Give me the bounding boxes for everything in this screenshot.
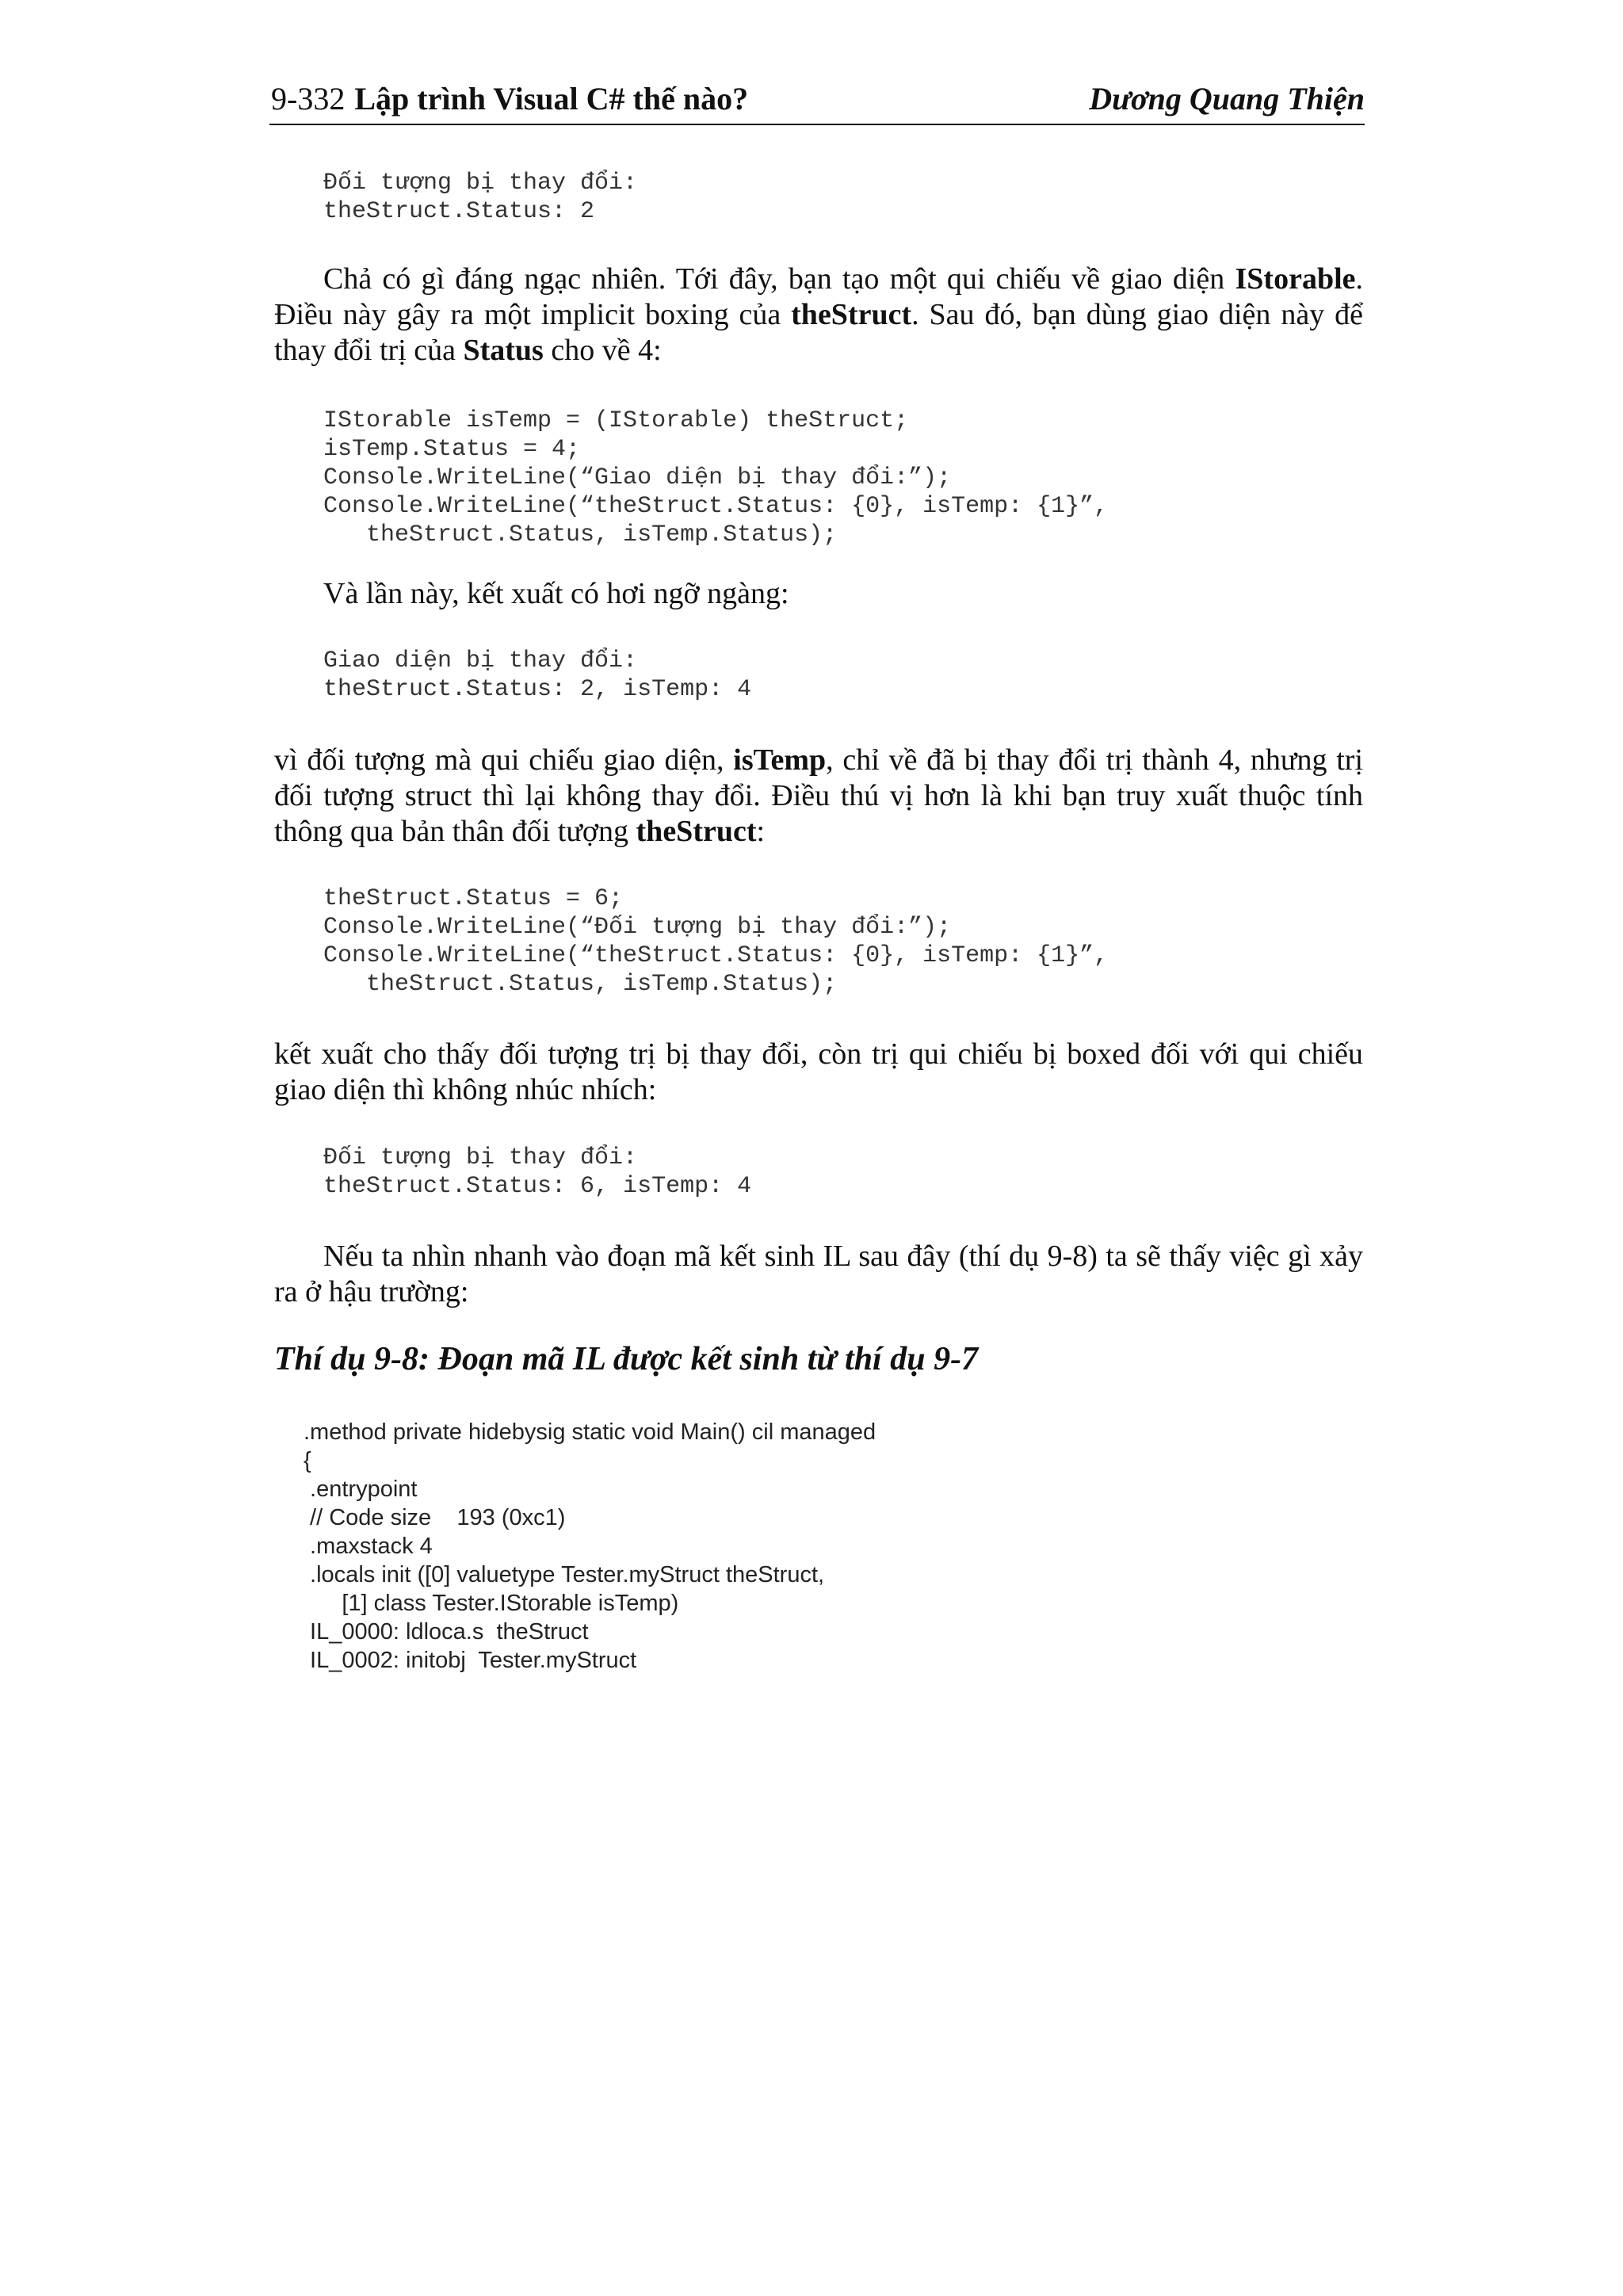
paragraph-text: cho về 4:: [543, 334, 662, 367]
code-line: {: [304, 1448, 311, 1473]
paragraph-text: :: [756, 815, 766, 848]
code-line: IStorable isTemp = (IStorable) theStruct;: [323, 407, 909, 434]
page-header: [269, 74, 1365, 125]
code-line: Console.WriteLine(“Giao diện bị thay đổi:”);: [323, 464, 952, 491]
paragraph-output-explanation: kết xuất cho thấy đối tượng trị bị thay đổi, còn trị qui chiếu bị boxed đối với qui chiếu giao diện thì không nhúc nhích:: [274, 1037, 1363, 1106]
code-line: theStruct.Status: 6, isTemp: 4: [323, 1173, 752, 1200]
code-block-interface-change: [323, 407, 1108, 549]
paragraph-text: . Điều này gây ra một implicit boxing của: [274, 262, 1363, 331]
paragraph-output-intro: Và lần này, kết xuất có hơi ngỡ ngàng:: [323, 577, 789, 610]
code-line: Đối tượng bị thay đổi:: [323, 1144, 638, 1171]
code-line: theStruct.Status: 2, isTemp: 4: [323, 676, 752, 703]
example-title: Thí dụ 9-8: Đoạn mã IL được kết sinh từ thí dụ 9-7: [274, 1341, 979, 1377]
code-line: Đối tượng bị thay đổi:: [323, 170, 638, 197]
code-block-output-1: [323, 169, 637, 226]
code-line: .entrypoint: [304, 1477, 418, 1502]
code-line: // Code size 193 (0xc1): [304, 1505, 566, 1530]
header-left: [271, 74, 748, 124]
code-block-output-3: [323, 1144, 751, 1201]
paragraph-bold-text: IStorable: [1235, 262, 1356, 296]
paragraph-bold-text: isTemp: [733, 743, 827, 777]
code-line: theStruct.Status: 2: [323, 198, 595, 225]
code-line: Console.WriteLine(“Đối tượng bị thay đổi:”);: [323, 914, 952, 941]
book-title: Lập trình Visual C# thế nào?: [354, 81, 749, 117]
paragraph-bold-text: Status: [463, 334, 544, 367]
paragraph-bold-text: theStruct: [636, 815, 757, 848]
paragraph-bold-text: theStruct: [791, 298, 912, 331]
paragraph-istorable: [274, 262, 1363, 369]
paragraph-text: Chả có gì đáng ngạc nhiên. Tới đây, bạn tạo một qui chiếu về giao diện: [323, 262, 1235, 296]
code-line: theStruct.Status, isTemp.Status);: [323, 521, 838, 548]
code-line: .method private hidebysig static void Main() cil managed: [304, 1419, 876, 1445]
code-block-output-2: [323, 647, 751, 704]
code-line: .maxstack 4: [304, 1534, 433, 1559]
code-block-il: [304, 1418, 876, 1675]
paragraph-text: , chỉ về đã bị thay đổi trị thành 4, nhưng trị đối tượng struct thì lại không thay đổi. Điều thú vị hơn là khi bạn truy xuất thuộc tính thông qua bản thân đối tượng: [274, 743, 1363, 848]
code-line: IL_0002: initobj Tester.myStruct: [304, 1648, 637, 1673]
paragraph-istemp: [274, 743, 1363, 850]
code-line: Giao diện bị thay đổi:: [323, 648, 638, 674]
code-line: .locals init ([0] valuetype Tester.myStruct theStruct,: [304, 1562, 825, 1587]
author-name: Dương Quang Thiện: [1089, 81, 1365, 117]
code-line: isTemp.Status = 4;: [323, 436, 581, 463]
code-block-struct-change: [323, 884, 1108, 999]
code-line: theStruct.Status = 6;: [323, 885, 624, 912]
code-line: Console.WriteLine(“theStruct.Status: {0}, isTemp: {1}”,: [323, 493, 1109, 520]
code-line: theStruct.Status, isTemp.Status);: [323, 971, 838, 998]
code-line: IL_0000: ldloca.s theStruct: [304, 1619, 589, 1645]
code-line: [1] class Tester.IStorable isTemp): [304, 1591, 679, 1616]
paragraph-text: vì đối tượng mà qui chiếu giao diện,: [274, 743, 734, 777]
code-line: Console.WriteLine(“theStruct.Status: {0}, isTemp: {1}”,: [323, 942, 1109, 969]
paragraph-il-intro: Nếu ta nhìn nhanh vào đoạn mã kết sinh IL sau đây (thí dụ 9-8) ta sẽ thấy việc gì xảy ra ở hậu trường:: [274, 1240, 1363, 1308]
paragraph-text: . Sau đó, bạn dùng giao diện này để thay đổi trị của: [274, 298, 1363, 367]
page-number: 9-332: [271, 81, 346, 117]
